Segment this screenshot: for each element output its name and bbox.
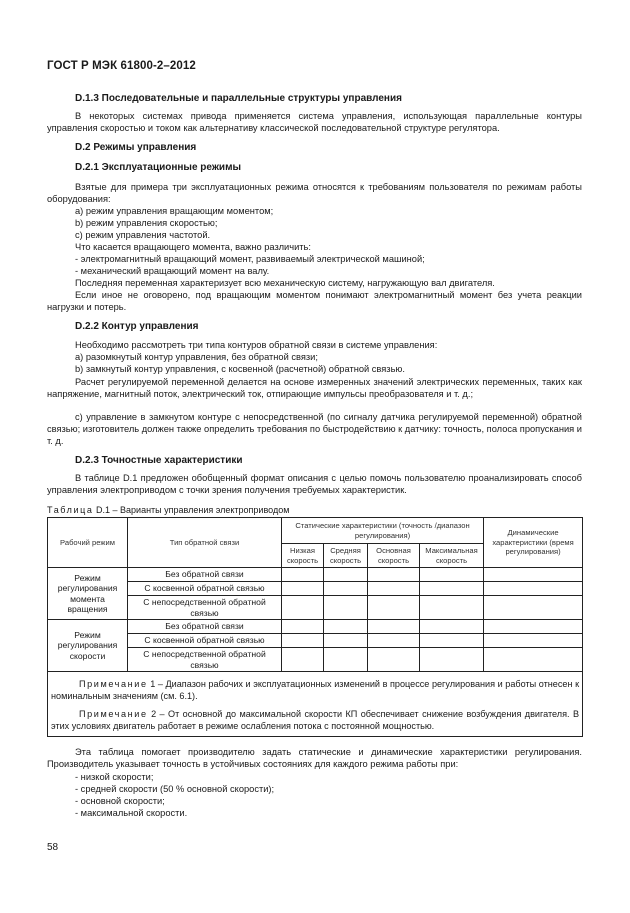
note-text: 1 – Диапазон рабочих и эксплуатационных изменений в процессе регулирования и работы отнесен к номинальным значениям (см. 6.1). [51, 679, 580, 701]
cell [484, 596, 583, 620]
paragraph: Расчет регулируемой переменной делается на основе измеренных значений электрических переменных, таких как напряжение, магнитный поток, электрический ток, отпирающие импульсы преобразователя и т. д.; [47, 377, 582, 400]
note-text: 2 – От основной до максимальной скорости КП обеспечивает снижение возбуждения двигателя. В этих условиях двигатель работает в режиме ослабления потока с постоянной мощностью. [51, 709, 580, 731]
paragraph: Если иное не оговорено, под вращающим моментом понимают электромагнитный момент без учета реакции нагрузки и потерь. [47, 290, 582, 313]
list-item: - основной скорости; [75, 796, 165, 806]
header-base-speed: Основная скорость [368, 544, 420, 568]
cell [282, 620, 324, 634]
cell [324, 634, 368, 648]
cell [324, 568, 368, 582]
list-item: а) режим управления вращающим моментом; [75, 206, 274, 216]
feedback-type: С косвенной обратной связью [128, 582, 282, 596]
table-note-1 [51, 678, 579, 702]
list-item: b) режим управления скоростью; [75, 218, 218, 228]
header-dynamic: Динамические характеристики (время регулирования) [484, 518, 583, 568]
feedback-type: С непосредственной обратной связью [128, 648, 282, 672]
list-item: - средней скорости (50 % основной скорости); [75, 784, 275, 794]
list-item: а) разомкнутый контур управления, без обратной связи; [75, 352, 318, 362]
feedback-type: С непосредственной обратной связью [128, 596, 282, 620]
section-title-d2: D.2 Режимы управления [75, 142, 197, 153]
mode-speed: Режим регулирования скорости [48, 620, 128, 672]
table-notes [48, 672, 583, 737]
header-feedback: Тип обратной связи [128, 518, 282, 568]
note-label: Примечание [79, 709, 148, 719]
cell [420, 620, 484, 634]
list-item: b) замкнутый контур управления, с косвенной (расчетной) обратной связью. [75, 364, 405, 374]
cell [484, 568, 583, 582]
document-header: ГОСТ Р МЭК 61800-2–2012 [47, 60, 196, 72]
cell [368, 620, 420, 634]
cell [368, 596, 420, 620]
paragraph: Что касается вращающего момента, важно различить: [75, 242, 311, 252]
cell [420, 596, 484, 620]
control-variants-table [47, 517, 583, 737]
page-number: 58 [47, 842, 59, 853]
cell [484, 620, 583, 634]
cell [484, 648, 583, 672]
cell [282, 568, 324, 582]
cell [282, 582, 324, 596]
cell [324, 620, 368, 634]
paragraph: В таблице D.1 предложен обобщенный формат описания с целью помочь пользователю проанализировать способ управления электроприводом с точки зрения получения требуемых характеристик. [47, 473, 582, 496]
mode-torque: Режим регулирования момента вращения [48, 568, 128, 620]
paragraph: Взятые для примера три эксплуатационных режима относятся к требованиям пользователя по режимам работы оборудования: [47, 182, 582, 205]
paragraph: Необходимо рассмотреть три типа контуров обратной связи в системе управления: [75, 340, 438, 350]
cell [324, 596, 368, 620]
feedback-type: Без обратной связи [128, 620, 282, 634]
paragraph: Эта таблица помогает производителю задать статические и динамические характеристики регулирования. Производитель указывает точность в устойчивых состояниях для каждого режима работы при: [47, 747, 582, 770]
header-mid-speed: Средняя скорость [324, 544, 368, 568]
header-static: Статические характеристики (точность /диапазон регулирования) [282, 518, 484, 544]
section-title-d13: D.1.3 Последовательные и параллельные структуры управления [75, 93, 402, 104]
note-label: Примечание [79, 679, 148, 689]
feedback-type: Без обратной связи [128, 568, 282, 582]
list-item: - электромагнитный вращающий момент, развиваемый электрической машиной; [75, 254, 425, 264]
table-caption-prefix: Таблица [47, 505, 94, 515]
cell [368, 648, 420, 672]
cell [484, 582, 583, 596]
paragraph: Последняя переменная характеризует всю механическую систему, нагружающую вал двигателя. [75, 278, 495, 288]
cell [282, 648, 324, 672]
header-low-speed: Низкая скорость [282, 544, 324, 568]
cell [324, 648, 368, 672]
feedback-type: С косвенной обратной связью [128, 634, 282, 648]
table-caption [47, 505, 289, 515]
cell [282, 596, 324, 620]
cell [420, 634, 484, 648]
list-item: - максимальной скорости. [75, 808, 188, 818]
cell [420, 648, 484, 672]
table-caption-text: D.1 – Варианты управления электроприводом [96, 505, 290, 515]
cell [368, 568, 420, 582]
header-max-speed: Максимальная скорость [420, 544, 484, 568]
section-title-d22: D.2.2 Контур управления [75, 321, 199, 332]
cell [368, 582, 420, 596]
table-note-2 [51, 708, 579, 732]
section-title-d23: D.2.3 Точностные характеристики [75, 455, 243, 466]
cell [420, 568, 484, 582]
cell [282, 634, 324, 648]
paragraph: с) управление в замкнутом контуре с непосредственной (по сигналу датчика регулируемой переменной) обратной связью; изготовитель должен также определить требования по быстродействию к датчику: точность, полоса пропускания и т. д. [47, 412, 582, 447]
paragraph: В некоторых системах привода применяется система управления, использующая параллельные контуры управления скоростью и током как альтернативу классической последовательной структуре регулятора. [47, 111, 582, 134]
cell [484, 634, 583, 648]
header-mode: Рабочий режим [48, 518, 128, 568]
list-item: - низкой скорости; [75, 772, 154, 782]
list-item: c) режим управления частотой. [75, 230, 211, 240]
cell [324, 582, 368, 596]
cell [420, 582, 484, 596]
cell [368, 634, 420, 648]
section-title-d21: D.2.1 Эксплуатационные режимы [75, 162, 242, 173]
list-item: - механический вращающий момент на валу. [75, 266, 270, 276]
